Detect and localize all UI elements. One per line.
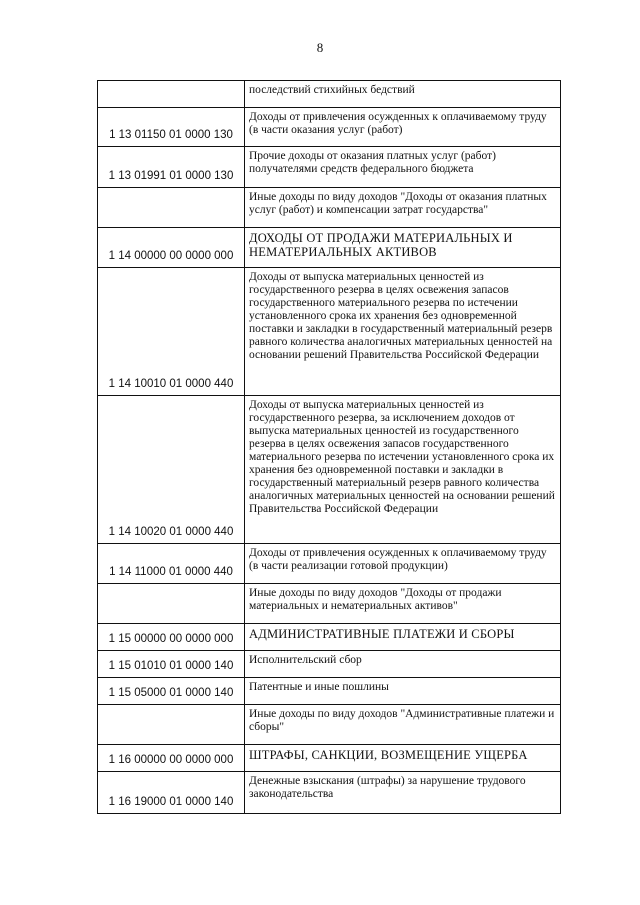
revenue-code bbox=[98, 81, 245, 108]
table-row bbox=[98, 188, 561, 228]
revenue-code bbox=[98, 705, 245, 745]
table-row bbox=[98, 705, 561, 745]
revenue-description: Иные доходы по виду доходов "Доходы от продажи материальных и нематериальных активов" bbox=[245, 584, 561, 624]
table-row bbox=[98, 772, 561, 814]
table-row bbox=[98, 108, 561, 147]
revenue-code: 1 16 00000 00 0000 000 bbox=[98, 745, 245, 772]
revenue-code: 1 14 10020 01 0000 440 bbox=[98, 396, 245, 544]
revenue-code: 1 13 01150 01 0000 130 bbox=[98, 108, 245, 147]
revenue-description: Доходы от выпуска материальных ценностей из государственного резерва в целях освежения запасов государственного материального резерва по истечении установленного срока их хранения без одновременной поставки и закладки в государственный материальный резерв равного количества аналогичных материальных ценностей на основании решений Правительства Российской Федерации bbox=[245, 268, 561, 396]
table-row bbox=[98, 544, 561, 584]
revenue-classification-table bbox=[97, 80, 561, 814]
revenue-code: 1 15 01010 01 0000 140 bbox=[98, 651, 245, 678]
revenue-section-heading: ДОХОДЫ ОТ ПРОДАЖИ МАТЕРИАЛЬНЫХ И НЕМАТЕРИАЛЬНЫХ АКТИВОВ bbox=[245, 228, 561, 268]
table-row bbox=[98, 745, 561, 772]
revenue-code: 1 14 00000 00 0000 000 bbox=[98, 228, 245, 268]
page-number: 8 bbox=[316, 40, 324, 55]
revenue-description: Доходы от привлечения осужденных к оплачиваемому труду (в части оказания услуг (работ) bbox=[245, 108, 561, 147]
revenue-code: 1 14 10010 01 0000 440 bbox=[98, 268, 245, 396]
table-row bbox=[98, 396, 561, 544]
revenue-description: последствий стихийных бедствий bbox=[245, 81, 561, 108]
revenue-description: Иные доходы по виду доходов "Административные платежи и сборы" bbox=[245, 705, 561, 745]
revenue-section-heading: АДМИНИСТРАТИВНЫЕ ПЛАТЕЖИ И СБОРЫ bbox=[245, 624, 561, 651]
table-row bbox=[98, 81, 561, 108]
revenue-description: Прочие доходы от оказания платных услуг (работ) получателями средств федерального бюджета bbox=[245, 147, 561, 188]
table-row bbox=[98, 584, 561, 624]
table-row bbox=[98, 678, 561, 705]
revenue-code: 1 15 00000 00 0000 000 bbox=[98, 624, 245, 651]
table-row bbox=[98, 624, 561, 651]
revenue-code: 1 14 11000 01 0000 440 bbox=[98, 544, 245, 584]
revenue-description: Исполнительский сбор bbox=[245, 651, 561, 678]
table-row bbox=[98, 268, 561, 396]
table-row bbox=[98, 147, 561, 188]
revenue-description: Денежные взыскания (штрафы) за нарушение трудового законодательства bbox=[245, 772, 561, 814]
revenue-description: Иные доходы по виду доходов "Доходы от оказания платных услуг (работ) и компенсации затрат государства" bbox=[245, 188, 561, 228]
table-row bbox=[98, 651, 561, 678]
revenue-code: 1 13 01991 01 0000 130 bbox=[98, 147, 245, 188]
table-row bbox=[98, 228, 561, 268]
revenue-section-heading: ШТРАФЫ, САНКЦИИ, ВОЗМЕЩЕНИЕ УЩЕРБА bbox=[245, 745, 561, 772]
revenue-description: Доходы от привлечения осужденных к оплачиваемому труду (в части реализации готовой продукции) bbox=[245, 544, 561, 584]
revenue-code: 1 15 05000 01 0000 140 bbox=[98, 678, 245, 705]
revenue-description: Патентные и иные пошлины bbox=[245, 678, 561, 705]
revenue-description: Доходы от выпуска материальных ценностей из государственного резерва, за исключением доходов от выпуска материальных ценностей из государственного резерва в целях освежения запасов государственного материального резерва по истечении установленного срока их хранения без одновременной поставки и закладки в государственный материальный резерв равного количества аналогичных материальных ценностей на основании решений Правительства Российской Федерации bbox=[245, 396, 561, 544]
revenue-code: 1 16 19000 01 0000 140 bbox=[98, 772, 245, 814]
revenue-code bbox=[98, 584, 245, 624]
revenue-code bbox=[98, 188, 245, 228]
